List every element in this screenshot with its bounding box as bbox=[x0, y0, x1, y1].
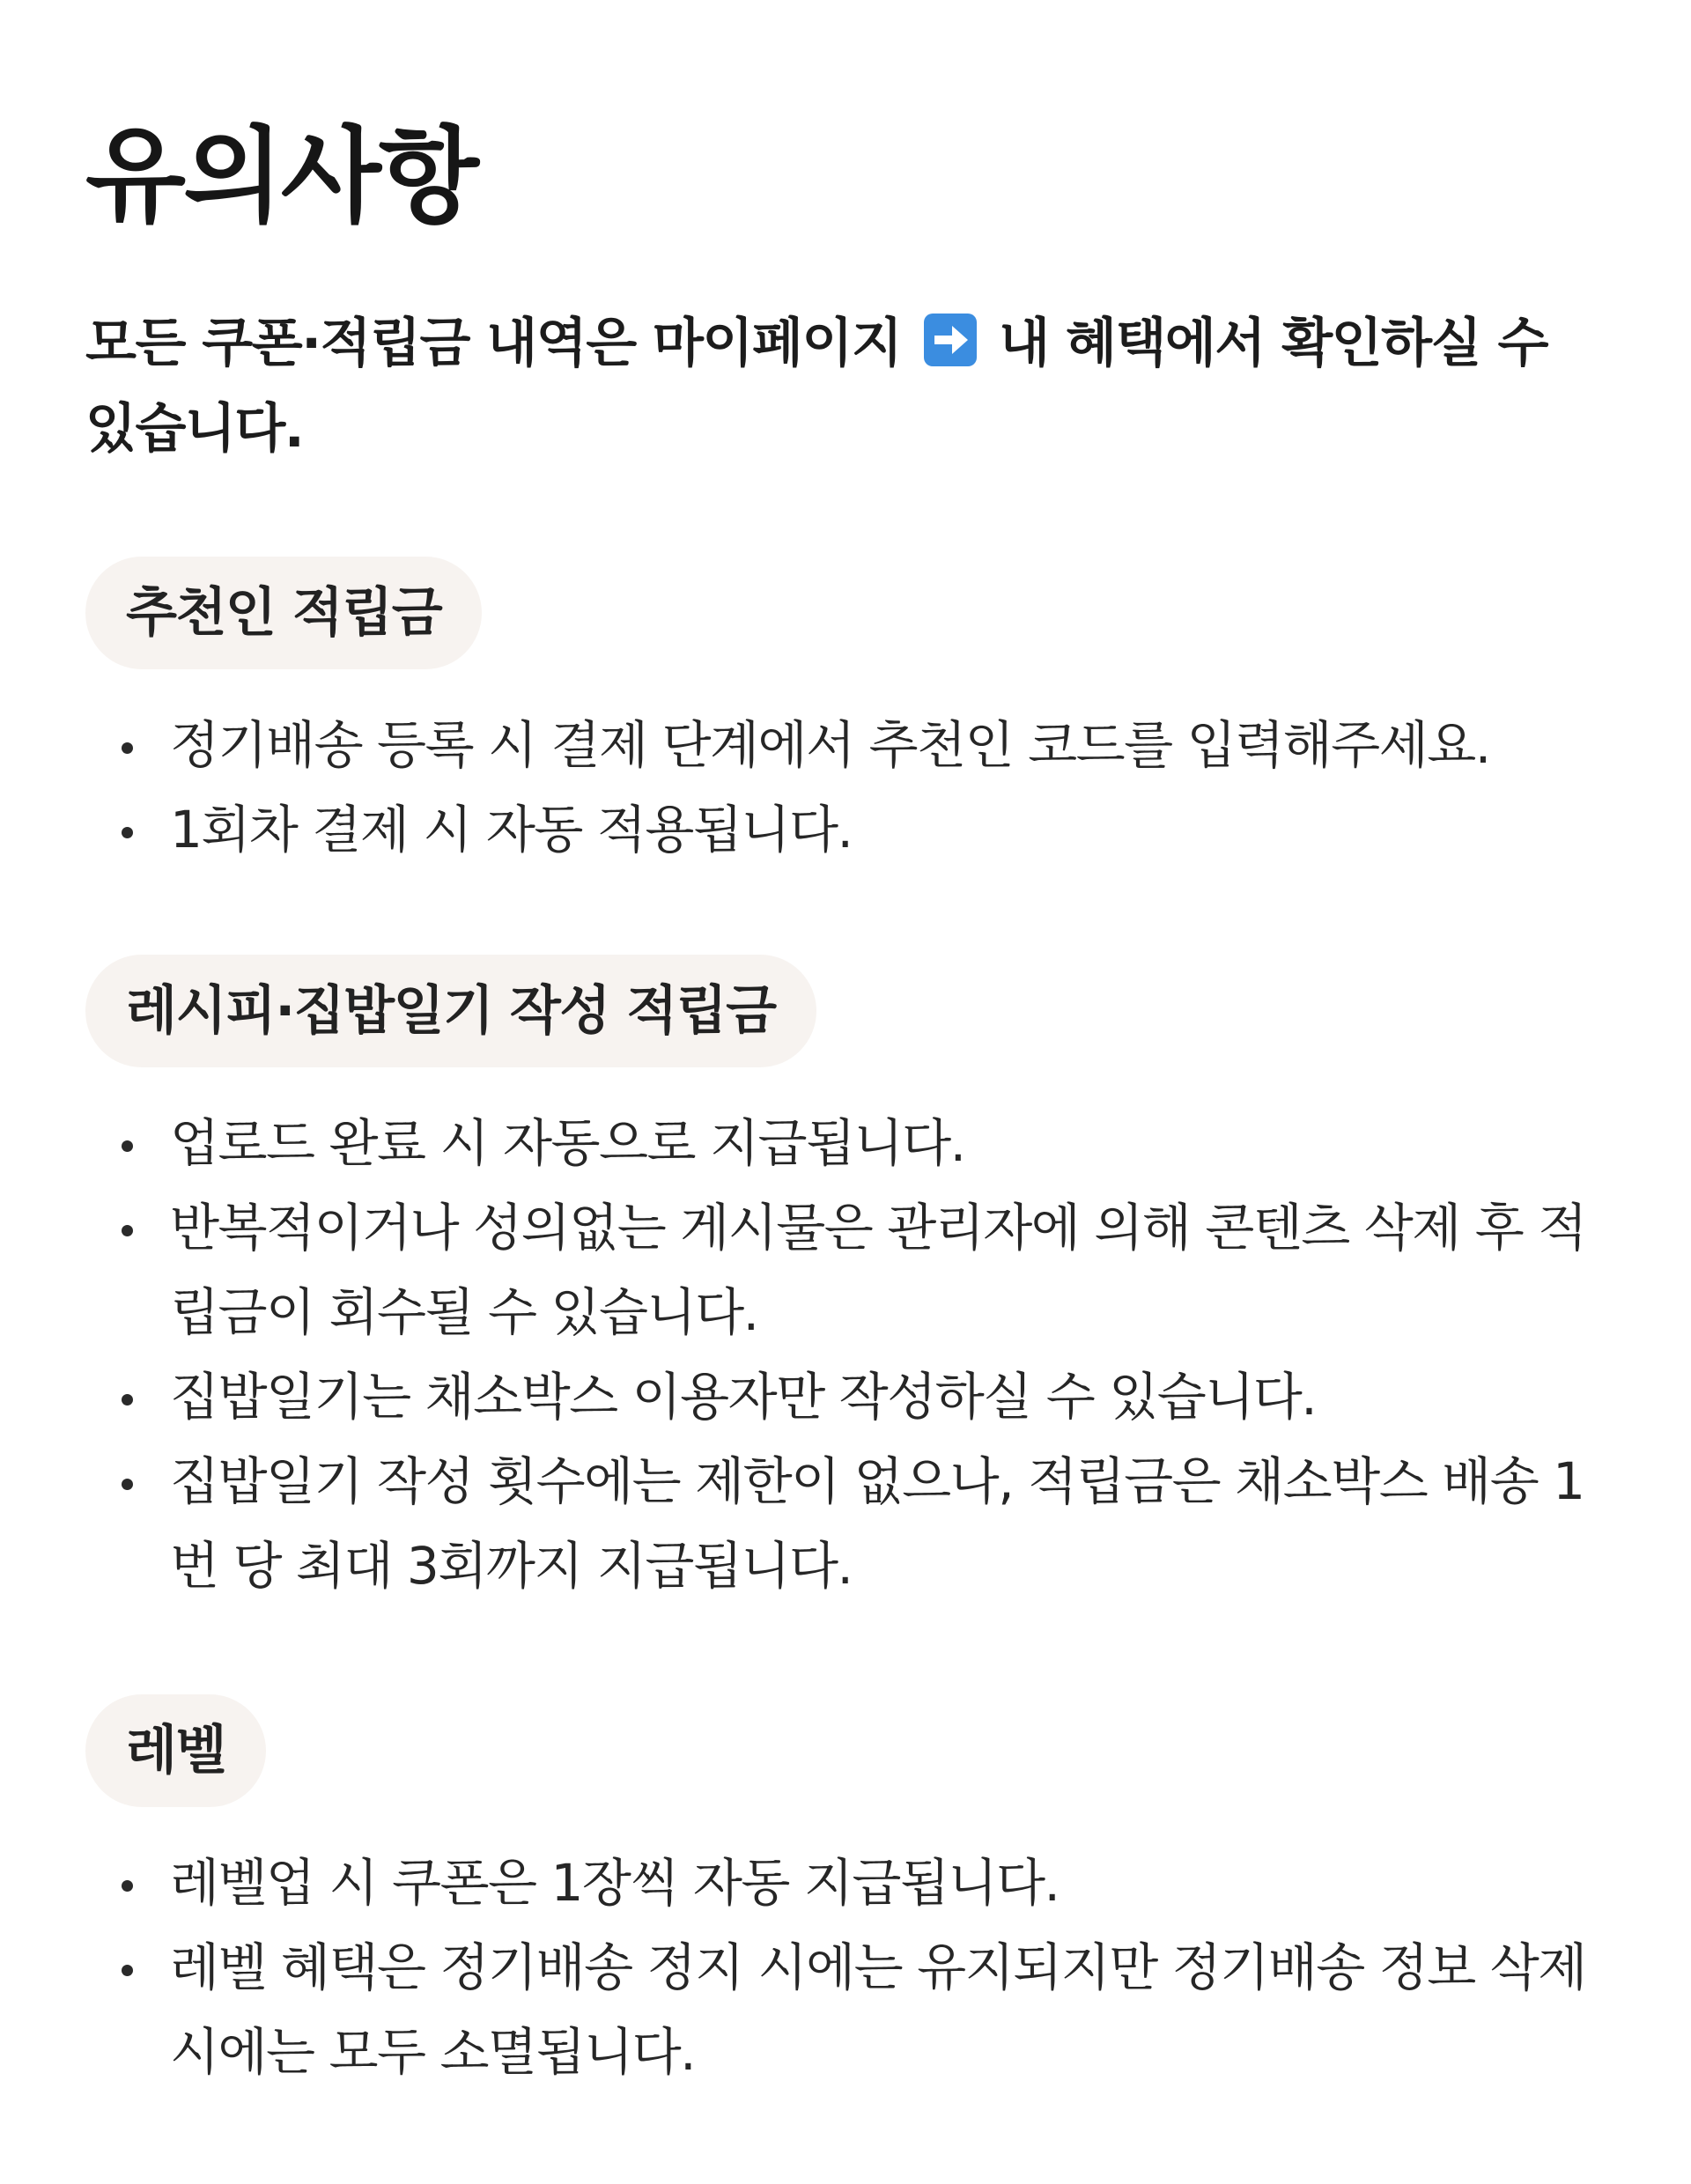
bullet-list-level bbox=[85, 1841, 1594, 2094]
list-item: 정기배송 등록 시 결제 단계에서 추천인 코드를 입력해주세요. bbox=[85, 703, 1594, 787]
list-item: 레벨 혜택은 정기배송 정지 시에는 유지되지만 정기배송 정보 삭제 시에는 모두 소멸됩니다. bbox=[85, 1925, 1594, 2094]
intro-text-before: 모든 쿠폰·적립금 내역은 마이페이지 bbox=[85, 312, 902, 374]
list-item: 집밥일기는 채소박스 이용자만 작성하실 수 있습니다. bbox=[85, 1354, 1594, 1439]
page-title: 유의사항 bbox=[85, 115, 476, 237]
list-item: 반복적이거나 성의없는 게시물은 관리자에 의해 콘텐츠 삭제 후 적립금이 회수될 수 있습니다. bbox=[85, 1185, 1594, 1354]
intro-text-after: 내 혜택에서 확인하실 수 있습니다. bbox=[85, 312, 1547, 460]
section-referral bbox=[85, 557, 1594, 872]
bullet-list-recipe-diary bbox=[85, 1101, 1594, 1608]
section-recipe-diary bbox=[85, 955, 1594, 1608]
list-item: 집밥일기 작성 횟수에는 제한이 없으나, 적립금은 채소박스 배송 1번 당 최대 3회까지 지급됩니다. bbox=[85, 1439, 1594, 1608]
intro-text bbox=[85, 301, 1594, 472]
section-heading-level: 레벨 bbox=[85, 1694, 266, 1807]
list-item: 1회차 결제 시 자동 적용됩니다. bbox=[85, 787, 1594, 872]
list-item: 업로드 완료 시 자동으로 지급됩니다. bbox=[85, 1101, 1594, 1185]
bullet-list-referral bbox=[85, 703, 1594, 872]
list-item: 레벨업 시 쿠폰은 1장씩 자동 지급됩니다. bbox=[85, 1841, 1594, 1925]
section-heading-recipe-diary: 레시피·집밥일기 작성 적립금 bbox=[85, 955, 816, 1067]
section-heading-referral: 추천인 적립금 bbox=[85, 557, 482, 669]
right-arrow-icon bbox=[922, 312, 978, 368]
section-level bbox=[85, 1694, 1594, 2094]
